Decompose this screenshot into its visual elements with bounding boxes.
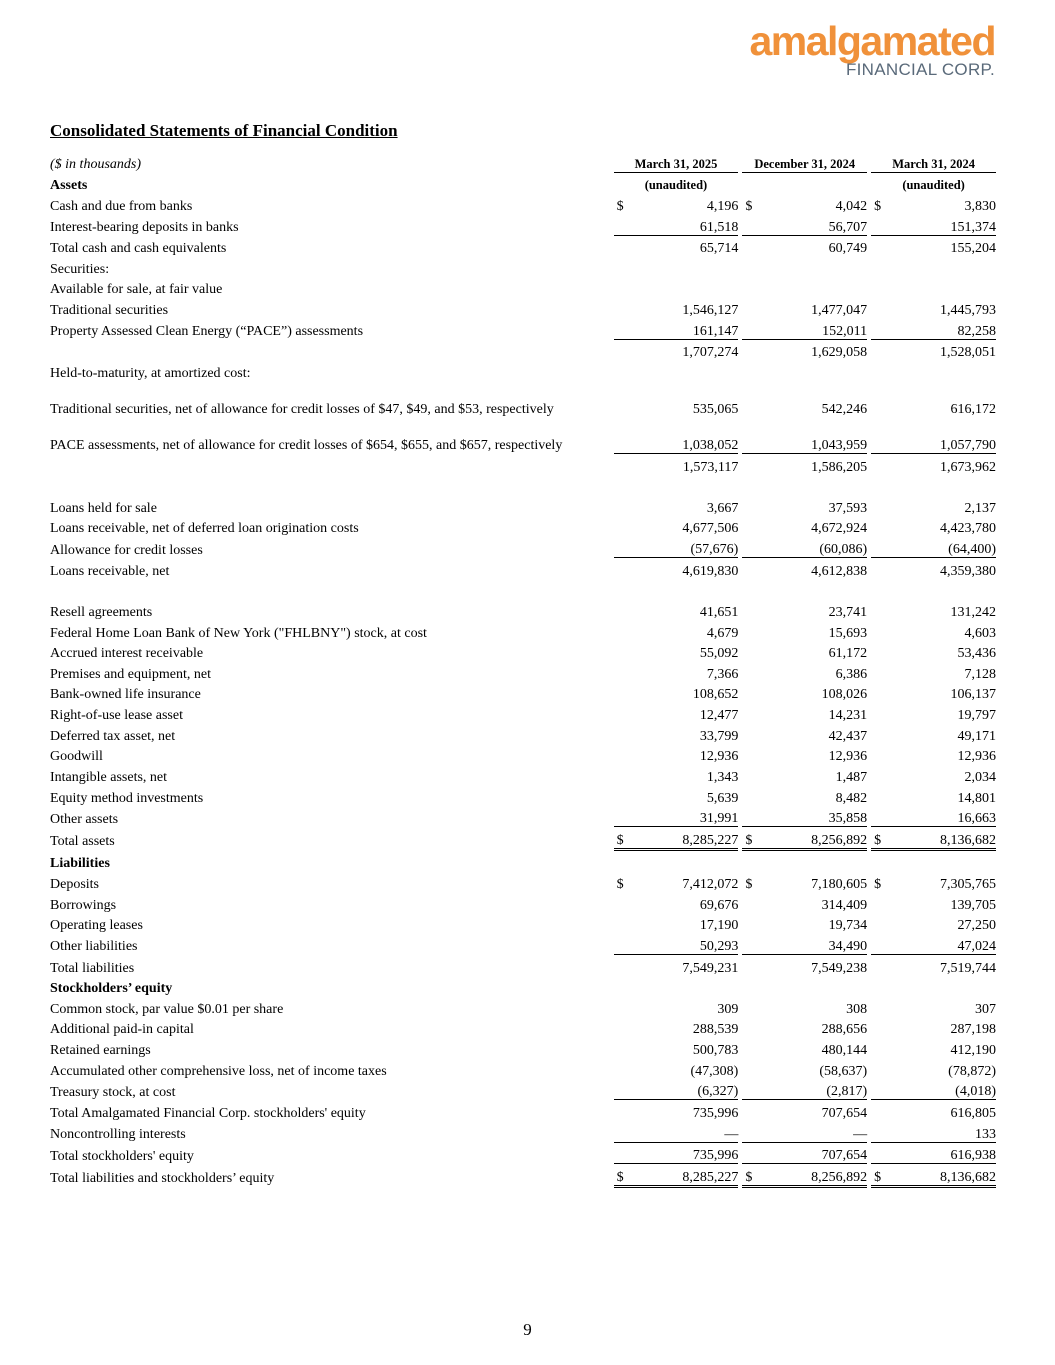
table-row [50,417,996,454]
row-label: Loans held for sale [50,500,157,516]
value-cell: 7,519,744 [940,960,996,976]
value-cell: 152,011 [742,318,867,339]
column-header: March 31, 2024 [871,151,996,172]
value-cell: 7,549,238 [811,960,868,976]
value-cell: $ 8,136,682 [871,1164,996,1187]
value-cell: $ 8,256,892 [742,1164,867,1187]
audit-status: (unaudited) [644,178,708,193]
row-label: Held-to-maturity, at amortized cost: [50,365,251,381]
value-cell: 108,026 [821,687,868,703]
value-cell: 2,137 [964,500,996,516]
table-row [50,516,996,537]
logo-subtitle: FINANCIAL CORP. [845,60,995,79]
table-row [50,1079,996,1100]
value-cell: 4,423,780 [940,521,996,537]
table-row [50,558,996,579]
table-row [50,1058,996,1079]
row-label: Available for sale, at fair value [50,282,223,298]
table-row [50,256,996,277]
table-row [50,913,996,934]
value-cell: 31,991 [614,806,739,827]
value-cell: 47,024 [871,933,996,954]
dollar-sign: $ [745,832,753,848]
total-row [50,827,996,850]
logo-wordmark: amalgamated [749,18,995,64]
column-header: March 31, 2025 [614,151,739,172]
value-cell: 42,437 [828,728,868,744]
value-cell: 12,936 [699,749,739,765]
value-cell: 69,676 [699,897,739,913]
value-cell: 1,546,127 [682,303,739,318]
row-label: Accrued interest receivable [50,646,204,662]
value-cell: 12,936 [957,749,996,765]
value-cell: 155,204 [950,241,996,257]
value-cell: 49,171 [957,728,996,744]
value-cell: 133 [871,1121,996,1142]
row-label: Intangible assets, net [50,769,168,785]
section-heading: Assets [50,178,88,194]
value-cell: 33,799 [699,728,739,744]
row-label: Traditional securities, net of allowance for credit losses of $47, $49, and $53, respectively [50,401,554,417]
row-label: Premises and equipment, net [50,666,211,682]
value-cell: 1,673,962 [940,459,996,475]
spacer-row [50,475,996,496]
value-cell: (78,872) [948,1063,996,1079]
value-cell: 735,996 [614,1142,739,1164]
value-cell: 139,705 [950,897,996,913]
value-cell: $ 8,256,892 [742,827,867,850]
value-cell: 53,436 [957,646,996,662]
value-cell: (2,817) [742,1079,867,1100]
table-row [50,1017,996,1038]
row-label: Noncontrolling interests [50,1127,186,1142]
value-cell: 616,172 [950,401,996,417]
table-row [50,933,996,954]
row-label: Deferred tax asset, net [50,728,176,744]
value-cell: 1,477,047 [811,303,868,318]
value-cell: $ 3,830 [874,198,996,214]
value-cell: 307 [975,1001,996,1017]
value-cell: 535,065 [692,401,739,417]
table-row [50,785,996,806]
value-cell: 1,343 [706,769,739,785]
value-cell: 707,654 [742,1142,867,1164]
value-cell: 27,250 [957,918,996,934]
value-cell: 1,043,959 [742,417,867,454]
value-cell: 1,528,051 [940,345,996,361]
value-cell: 4,612,838 [811,563,868,579]
statement-title: Consolidated Statements of Financial Condition [50,121,398,140]
row-label: Total cash and cash equivalents [50,241,227,257]
value-cell: 61,172 [828,646,868,662]
table-row [50,702,996,723]
value-cell: 1,038,052 [614,417,739,454]
value-cell: 14,231 [828,708,868,723]
row-label: Total assets [50,834,115,850]
table-row [50,871,996,892]
table-row [50,1121,996,1142]
value-cell: 4,679 [706,625,739,641]
total-row [50,1164,996,1187]
value-cell: 151,374 [871,214,996,235]
dollar-sign: $ [745,877,753,892]
value-cell: 7,549,231 [682,960,739,976]
value-cell: 8,482 [835,790,868,806]
row-label: Cash and due from banks [50,198,193,214]
row-label: Total liabilities [50,960,135,976]
value-cell: 16,663 [871,806,996,827]
value-cell: 616,805 [950,1105,996,1121]
row-label: Loans receivable, net of deferred loan origination costs [50,521,359,537]
value-cell: $ 4,196 [616,198,739,214]
value-cell: 56,707 [742,214,867,235]
section-row [50,849,996,871]
value-cell: $ 7,180,605 [745,877,868,892]
row-label: Total stockholders' equity [50,1148,194,1164]
value-cell: 5,639 [706,790,739,806]
value-cell: $ 8,285,227 [614,827,739,850]
financial-condition-table [50,151,996,1188]
value-cell: 17,190 [699,918,739,934]
table-row [50,277,996,298]
value-cell: 1,487 [835,769,868,785]
value-cell: 60,749 [828,241,868,257]
row-label: Federal Home Loan Bank of New York ("FHLBNY") stock, at cost [50,625,427,641]
row-label: Bank-owned life insurance [50,687,201,703]
audit-status: (unaudited) [902,178,965,193]
value-cell: 12,477 [699,708,739,723]
row-label: Total Amalgamated Financial Corp. stockholders' equity [50,1105,366,1121]
value-cell: (4,018) [871,1079,996,1100]
dollar-sign: $ [745,1169,753,1185]
row-label: PACE assessments, net of allowance for credit losses of $654, $655, and $657, respectively [50,438,563,454]
row-label: Accumulated other comprehensive loss, net of income taxes [50,1063,387,1079]
value-cell: 35,858 [742,806,867,827]
row-label: Other assets [50,811,119,827]
value-cell: 15,693 [828,625,868,641]
value-cell: 500,783 [692,1043,739,1058]
value-cell: 4,672,924 [811,521,868,537]
value-cell: 480,144 [821,1043,868,1058]
row-label: Goodwill [50,749,103,765]
table-row [50,723,996,744]
dollar-sign: $ [874,1169,882,1185]
value-cell: (58,637) [819,1063,868,1079]
value-cell: 161,147 [614,318,739,339]
row-label: Other liabilities [50,939,138,955]
value-cell: 19,734 [828,918,868,934]
value-cell: 4,619,830 [682,563,739,579]
value-cell: 131,242 [950,604,996,620]
value-cell: $ 4,042 [745,198,868,214]
total-row [50,1100,996,1121]
dollar-sign: $ [874,198,882,214]
value-cell: 12,936 [828,749,868,765]
table-row [50,235,996,256]
value-cell: 14,801 [957,790,996,806]
value-cell: 4,677,506 [682,521,739,537]
value-cell: (60,086) [742,536,867,557]
table-row [50,682,996,703]
value-cell: 1,445,793 [940,303,996,318]
assets-header-row [50,172,996,193]
value-cell: 288,656 [821,1022,868,1038]
row-label: Operating leases [50,918,143,934]
row-label: Traditional securities [50,303,169,318]
total-row [50,954,996,975]
dollar-sign: $ [874,832,882,848]
value-cell: 1,057,790 [871,417,996,454]
value-cell: 6,386 [835,666,868,682]
table-row [50,193,996,214]
row-label: Deposits [50,877,99,892]
value-cell: 3,667 [706,500,739,516]
table-row [50,641,996,662]
value-cell: 1,629,058 [811,345,868,361]
value-cell: 23,741 [828,604,868,620]
value-cell: 41,651 [699,604,739,620]
row-label: Right-of-use lease asset [50,708,183,723]
table-row [50,661,996,682]
value-cell: 1,573,117 [682,459,739,475]
dollar-sign: $ [616,1169,624,1185]
dollar-sign: $ [616,877,624,892]
value-cell: (64,400) [871,536,996,557]
value-cell: 1,707,274 [682,345,739,361]
section-heading: Stockholders’ equity [50,981,173,997]
table-row [50,536,996,557]
row-label: Common stock, par value $0.01 per share [50,1001,284,1017]
value-cell: 106,137 [950,687,996,703]
row-label: Equity method investments [50,790,204,806]
value-cell: 55,092 [699,646,739,662]
value-cell: $ 7,412,072 [616,877,739,892]
value-cell: 308 [846,1001,868,1017]
value-cell: (57,676) [614,536,739,557]
row-label: Total liabilities and stockholders’ equity [50,1171,275,1187]
row-label: Retained earnings [50,1043,151,1058]
row-label: Borrowings [50,897,117,913]
table-row [50,599,996,620]
value-cell: $ 7,305,765 [874,877,996,892]
section-row [50,976,996,997]
value-cell: 7,366 [706,666,739,682]
row-label: Resell agreements [50,604,153,620]
value-cell: 288,539 [692,1022,739,1038]
value-cell: 1,586,205 [811,459,868,475]
column-header: December 31, 2024 [742,151,867,172]
value-cell: 735,996 [692,1105,739,1121]
value-cell: (6,327) [614,1079,739,1100]
value-cell: 108,652 [692,687,739,703]
value-cell: 65,714 [699,241,739,257]
value-cell: 412,190 [950,1043,996,1058]
value-cell: 314,409 [821,897,868,913]
total-row [50,1142,996,1164]
table-row [50,996,996,1017]
dollar-sign: $ [874,877,882,892]
value-cell: 616,938 [871,1142,996,1164]
row-label: Allowance for credit losses [50,542,203,558]
spacer-row [50,579,996,600]
table-row [50,495,996,516]
table-row [50,318,996,339]
value-cell: 2,034 [964,769,996,785]
table-row [50,744,996,765]
table-row [50,339,996,360]
row-label: Treasury stock, at cost [50,1084,176,1100]
unit-label: ($ in thousands) [50,157,141,173]
value-cell: 19,797 [957,708,996,723]
row-label: Loans receivable, net [50,563,170,579]
row-label: Interest-bearing deposits in banks [50,220,239,235]
company-logo [749,18,995,79]
dollar-sign: $ [616,832,624,848]
table-row [50,764,996,785]
table-row [50,453,996,474]
value-cell: 4,359,380 [940,563,996,579]
value-cell: 34,490 [742,933,867,954]
value-cell: 50,293 [614,933,739,954]
value-cell: 61,518 [614,214,739,235]
page-number: 9 [523,1320,532,1339]
dollar-sign: $ [616,198,624,214]
row-label: Additional paid-in capital [50,1022,194,1038]
value-cell: 542,246 [821,401,868,417]
value-cell: 82,258 [871,318,996,339]
table-row [50,214,996,235]
value-cell: 4,603 [964,625,996,641]
value-cell: 37,593 [828,500,868,516]
value-cell: 287,198 [950,1022,996,1038]
row-label: Property Assessed Clean Energy (“PACE”) assessments [50,324,364,340]
value-cell: 7,128 [964,666,996,682]
table-row [50,620,996,641]
audit-status [742,172,867,193]
value-cell: — [614,1121,739,1142]
table-row [50,1037,996,1058]
table-row [50,297,996,318]
value-cell: (47,308) [690,1063,739,1079]
table-row [50,892,996,913]
table-row [50,806,996,827]
section-heading: Liabilities [50,856,110,872]
table-row [50,381,996,417]
table-row [50,360,996,381]
value-cell: 707,654 [821,1105,868,1121]
header-row [50,151,996,172]
value-cell: $ 8,136,682 [871,827,996,850]
value-cell: — [742,1121,867,1142]
value-cell: 309 [717,1001,739,1017]
value-cell: $ 8,285,227 [614,1164,739,1187]
dollar-sign: $ [745,198,753,214]
row-label: Securities: [50,261,110,277]
